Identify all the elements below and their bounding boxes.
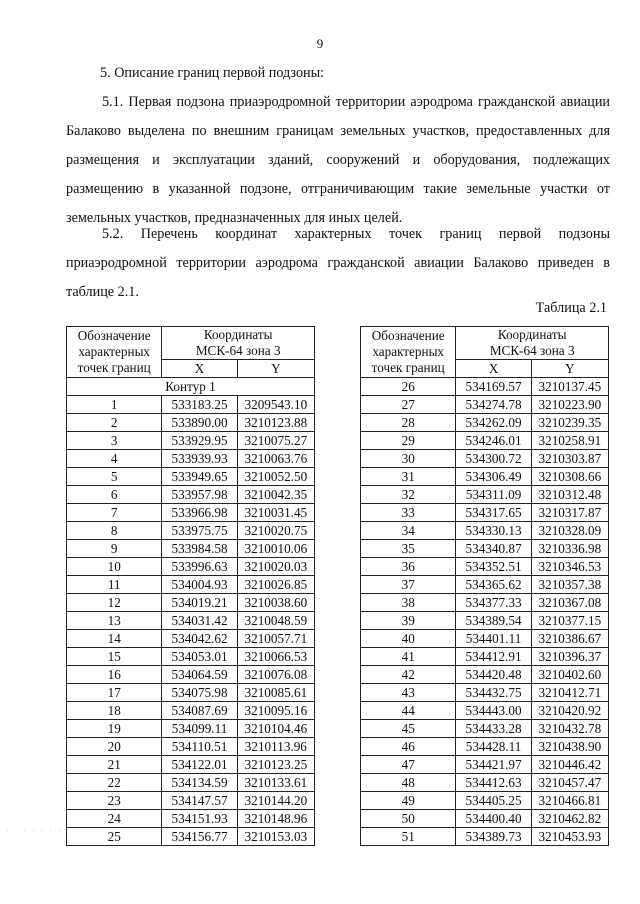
y-coordinate-cell: 3210063.76 (237, 450, 314, 468)
point-number-cell: 31 (361, 468, 456, 486)
table-row (67, 396, 315, 414)
point-number-cell: 49 (361, 792, 456, 810)
y-coordinate-cell: 3210303.87 (531, 450, 608, 468)
point-number-cell: 40 (361, 630, 456, 648)
point-number-cell: 28 (361, 414, 456, 432)
x-coordinate-cell: 533939.93 (162, 450, 237, 468)
table-row (361, 558, 609, 576)
x-coordinate-cell: 534262.09 (456, 414, 531, 432)
table-row (361, 414, 609, 432)
y-coordinate-cell: 3210223.90 (531, 396, 608, 414)
y-coordinate-cell: 3210367.08 (531, 594, 608, 612)
point-number-cell: 20 (67, 738, 162, 756)
y-coordinate-cell: 3210066.53 (237, 648, 314, 666)
table-row (361, 774, 609, 792)
table-row (67, 666, 315, 684)
x-coordinate-cell: 534400.40 (456, 810, 531, 828)
x-coordinate-cell: 534053.01 (162, 648, 237, 666)
table-row (361, 828, 609, 846)
table-row (361, 630, 609, 648)
table-row (67, 450, 315, 468)
x-coordinate-cell: 534075.98 (162, 684, 237, 702)
y-coordinate-cell: 3210052.50 (237, 468, 314, 486)
x-coordinate-cell: 534110.51 (162, 738, 237, 756)
table-row (67, 810, 315, 828)
y-coordinate-cell: 3210346.53 (531, 558, 608, 576)
x-coordinate-cell: 534428.11 (456, 738, 531, 756)
table-row (361, 648, 609, 666)
x-coordinate-cell: 534421.97 (456, 756, 531, 774)
x-coordinate-cell: 534352.51 (456, 558, 531, 576)
y-coordinate-cell: 3210042.35 (237, 486, 314, 504)
point-number-cell: 9 (67, 540, 162, 558)
table-row (361, 594, 609, 612)
x-coordinate-cell: 533984.58 (162, 540, 237, 558)
x-coordinate-cell: 533929.95 (162, 432, 237, 450)
table-row (361, 504, 609, 522)
y-coordinate-cell: 3210258.91 (531, 432, 608, 450)
y-coordinate-cell: 3210312.48 (531, 486, 608, 504)
y-coordinate-cell: 3210466.81 (531, 792, 608, 810)
y-coordinate-cell: 3210377.15 (531, 612, 608, 630)
y-coordinate-cell: 3210031.45 (237, 504, 314, 522)
point-number-cell: 1 (67, 396, 162, 414)
y-coordinate-cell: 3210026.85 (237, 576, 314, 594)
table-row (67, 720, 315, 738)
point-number-cell: 2 (67, 414, 162, 432)
point-number-cell: 15 (67, 648, 162, 666)
x-coordinate-cell: 534087.69 (162, 702, 237, 720)
x-coordinate-cell: 533975.75 (162, 522, 237, 540)
y-coordinate-cell: 3210438.90 (531, 738, 608, 756)
point-number-cell: 26 (361, 378, 456, 396)
point-designation-header: Обозначение характерных точек границ (67, 327, 162, 378)
y-coordinate-cell: 3210137.45 (531, 378, 608, 396)
scan-artifact: · · · · · · · (6, 826, 63, 835)
x-coordinate-cell: 534377.33 (456, 594, 531, 612)
table-row (67, 468, 315, 486)
table-row (67, 594, 315, 612)
point-number-cell: 39 (361, 612, 456, 630)
y-coordinate-cell: 3210462.82 (531, 810, 608, 828)
table-row (361, 612, 609, 630)
point-number-cell: 4 (67, 450, 162, 468)
point-number-cell: 3 (67, 432, 162, 450)
table-row (361, 450, 609, 468)
y-coordinate-cell: 3210020.03 (237, 558, 314, 576)
point-number-cell: 43 (361, 684, 456, 702)
point-number-cell: 27 (361, 396, 456, 414)
point-number-cell: 10 (67, 558, 162, 576)
x-coordinate-cell: 533949.65 (162, 468, 237, 486)
y-coordinate-cell: 3210123.88 (237, 414, 314, 432)
x-coordinate-cell: 534147.57 (162, 792, 237, 810)
y-coordinate-cell: 3210095.16 (237, 702, 314, 720)
x-coordinate-cell: 534099.11 (162, 720, 237, 738)
point-number-cell: 6 (67, 486, 162, 504)
y-coordinate-cell: 3210386.67 (531, 630, 608, 648)
x-coordinate-cell: 534317.65 (456, 504, 531, 522)
x-coordinate-cell: 534412.63 (456, 774, 531, 792)
y-coordinate-cell: 3210239.35 (531, 414, 608, 432)
x-coordinate-cell: 534311.09 (456, 486, 531, 504)
point-number-cell: 30 (361, 450, 456, 468)
paragraph-5-2 (66, 220, 610, 307)
paragraph-5-2-text: 5.2. Перечень координат характерных точек границ первой подзоны приаэродромной территории аэродрома гражданской авиации Балаково приведен в таблице 2.1. (66, 226, 610, 300)
table-row (67, 648, 315, 666)
x-coordinate-cell: 533996.63 (162, 558, 237, 576)
table-row (361, 432, 609, 450)
y-coordinate-cell: 3210317.87 (531, 504, 608, 522)
x-coordinate-cell: 534365.62 (456, 576, 531, 594)
y-coordinate-cell: 3210038.60 (237, 594, 314, 612)
y-coordinate-cell: 3210446.42 (531, 756, 608, 774)
table-row (67, 414, 315, 432)
x-coordinate-cell: 534156.77 (162, 828, 237, 846)
table-row (67, 828, 315, 846)
y-coordinate-cell: 3210010.06 (237, 540, 314, 558)
section-heading: 5. Описание границ первой подзоны: (100, 65, 325, 81)
table-row (361, 378, 609, 396)
x-coordinate-cell: 534019.21 (162, 594, 237, 612)
y-coordinate-cell: 3210076.08 (237, 666, 314, 684)
x-coordinate-cell: 534134.59 (162, 774, 237, 792)
y-coordinate-cell: 3210113.96 (237, 738, 314, 756)
x-coordinate-cell: 534004.93 (162, 576, 237, 594)
y-coordinate-cell: 3210396.37 (531, 648, 608, 666)
table-row (361, 702, 609, 720)
point-number-cell: 16 (67, 666, 162, 684)
point-number-cell: 5 (67, 468, 162, 486)
point-designation-header: Обозначение характерных точек границ (361, 327, 456, 378)
table-row (67, 504, 315, 522)
x-coordinate-cell: 533890.00 (162, 414, 237, 432)
table-row (67, 486, 315, 504)
point-number-cell: 17 (67, 684, 162, 702)
coordinates-table-left (66, 326, 315, 846)
y-coordinate-cell: 3210133.61 (237, 774, 314, 792)
y-coordinate-cell: 3210457.47 (531, 774, 608, 792)
contour-label: Контур 1 (67, 378, 315, 396)
y-coordinate-cell: 3210048.59 (237, 612, 314, 630)
x-coordinate-cell: 533183.25 (162, 396, 237, 414)
point-number-cell: 46 (361, 738, 456, 756)
paragraph-5-1 (66, 88, 610, 233)
point-number-cell: 32 (361, 486, 456, 504)
y-coordinate-cell: 3210153.03 (237, 828, 314, 846)
y-coordinate-cell: 3210402.60 (531, 666, 608, 684)
y-coordinate-cell: 3210357.38 (531, 576, 608, 594)
table-row (361, 540, 609, 558)
point-number-cell: 12 (67, 594, 162, 612)
x-coordinate-cell: 534432.75 (456, 684, 531, 702)
point-number-cell: 33 (361, 504, 456, 522)
y-coordinate-cell: 3210453.93 (531, 828, 608, 846)
y-coordinate-cell: 3210148.96 (237, 810, 314, 828)
table-row (67, 792, 315, 810)
table-caption: Таблица 2.1 (535, 300, 607, 316)
point-number-cell: 35 (361, 540, 456, 558)
point-number-cell: 14 (67, 630, 162, 648)
point-number-cell: 18 (67, 702, 162, 720)
point-number-cell: 7 (67, 504, 162, 522)
x-coordinate-cell: 533966.98 (162, 504, 237, 522)
coordinates-table-right (360, 326, 609, 846)
x-coordinate-cell: 534330.13 (456, 522, 531, 540)
point-number-cell: 24 (67, 810, 162, 828)
table-row (67, 612, 315, 630)
x-coordinate-cell: 534064.59 (162, 666, 237, 684)
table-row (361, 666, 609, 684)
x-coordinate-cell: 534433.28 (456, 720, 531, 738)
y-coordinate-cell: 3210075.27 (237, 432, 314, 450)
table-row (361, 792, 609, 810)
y-coordinate-cell: 3210020.75 (237, 522, 314, 540)
table-row (67, 702, 315, 720)
table-row (67, 522, 315, 540)
point-number-cell: 48 (361, 774, 456, 792)
paragraph-5-1-text: 5.1. Первая подзона приаэродромной территории аэродрома гражданской авиации Балаково выделена по внешним границам земельных участков, предоставленных для размещения и эксплуатации зданий, сооружений и оборудования, подлежащих размещению в указанной подзоне, отграничивающим такие земельные участки от земельных участков, предназначенных для иных целей. (66, 94, 610, 226)
table-row (361, 396, 609, 414)
table-row (361, 576, 609, 594)
y-coordinate-cell: 3210144.20 (237, 792, 314, 810)
table-row (67, 684, 315, 702)
point-number-cell: 11 (67, 576, 162, 594)
y-coordinate-cell: 3210057.71 (237, 630, 314, 648)
y-coordinate-cell: 3210308.66 (531, 468, 608, 486)
point-number-cell: 23 (67, 792, 162, 810)
point-number-cell: 45 (361, 720, 456, 738)
table-row (67, 630, 315, 648)
table-row (67, 738, 315, 756)
table-row (361, 684, 609, 702)
x-coordinate-cell: 534443.00 (456, 702, 531, 720)
y-header: Y (237, 360, 314, 378)
point-number-cell: 22 (67, 774, 162, 792)
x-coordinate-cell: 534042.62 (162, 630, 237, 648)
point-number-cell: 41 (361, 648, 456, 666)
point-number-cell: 47 (361, 756, 456, 774)
point-number-cell: 34 (361, 522, 456, 540)
x-coordinate-cell: 533957.98 (162, 486, 237, 504)
table-row (361, 810, 609, 828)
point-number-cell: 37 (361, 576, 456, 594)
y-coordinate-cell: 3210336.98 (531, 540, 608, 558)
x-coordinate-cell: 534300.72 (456, 450, 531, 468)
left-table-body (67, 396, 315, 846)
x-coordinate-cell: 534306.49 (456, 468, 531, 486)
table-row (67, 774, 315, 792)
table-row (67, 576, 315, 594)
point-number-cell: 25 (67, 828, 162, 846)
x-coordinate-cell: 534151.93 (162, 810, 237, 828)
x-coordinate-cell: 534389.54 (456, 612, 531, 630)
x-coordinate-cell: 534420.48 (456, 666, 531, 684)
x-coordinate-cell: 534340.87 (456, 540, 531, 558)
coordinates-header: Координаты МСК-64 зона 3 (162, 327, 315, 360)
table-row (67, 432, 315, 450)
x-header: X (456, 360, 531, 378)
point-number-cell: 44 (361, 702, 456, 720)
x-coordinate-cell: 534412.91 (456, 648, 531, 666)
y-coordinate-cell: 3210420.92 (531, 702, 608, 720)
table-row (361, 738, 609, 756)
point-number-cell: 13 (67, 612, 162, 630)
y-coordinate-cell: 3210085.61 (237, 684, 314, 702)
point-number-cell: 42 (361, 666, 456, 684)
x-header: X (162, 360, 237, 378)
coordinates-header: Координаты МСК-64 зона 3 (456, 327, 609, 360)
x-coordinate-cell: 534169.57 (456, 378, 531, 396)
table-row (67, 756, 315, 774)
point-number-cell: 50 (361, 810, 456, 828)
right-table-body (361, 378, 609, 846)
point-number-cell: 51 (361, 828, 456, 846)
point-number-cell: 8 (67, 522, 162, 540)
point-number-cell: 19 (67, 720, 162, 738)
table-row (67, 558, 315, 576)
table-row (361, 486, 609, 504)
point-number-cell: 21 (67, 756, 162, 774)
x-coordinate-cell: 534246.01 (456, 432, 531, 450)
page-number: 9 (316, 36, 324, 51)
y-coordinate-cell: 3210328.09 (531, 522, 608, 540)
table-row (361, 468, 609, 486)
y-coordinate-cell: 3210432.78 (531, 720, 608, 738)
x-coordinate-cell: 534122.01 (162, 756, 237, 774)
y-coordinate-cell: 3210104.46 (237, 720, 314, 738)
point-number-cell: 36 (361, 558, 456, 576)
point-number-cell: 38 (361, 594, 456, 612)
y-header: Y (531, 360, 608, 378)
x-coordinate-cell: 534389.73 (456, 828, 531, 846)
y-coordinate-cell: 3210123.25 (237, 756, 314, 774)
x-coordinate-cell: 534405.25 (456, 792, 531, 810)
x-coordinate-cell: 534031.42 (162, 612, 237, 630)
table-row (361, 522, 609, 540)
point-number-cell: 29 (361, 432, 456, 450)
x-coordinate-cell: 534274.78 (456, 396, 531, 414)
table-row (361, 720, 609, 738)
table-row (361, 756, 609, 774)
y-coordinate-cell: 3210412.71 (531, 684, 608, 702)
y-coordinate-cell: 3209543.10 (237, 396, 314, 414)
table-row (67, 540, 315, 558)
x-coordinate-cell: 534401.11 (456, 630, 531, 648)
